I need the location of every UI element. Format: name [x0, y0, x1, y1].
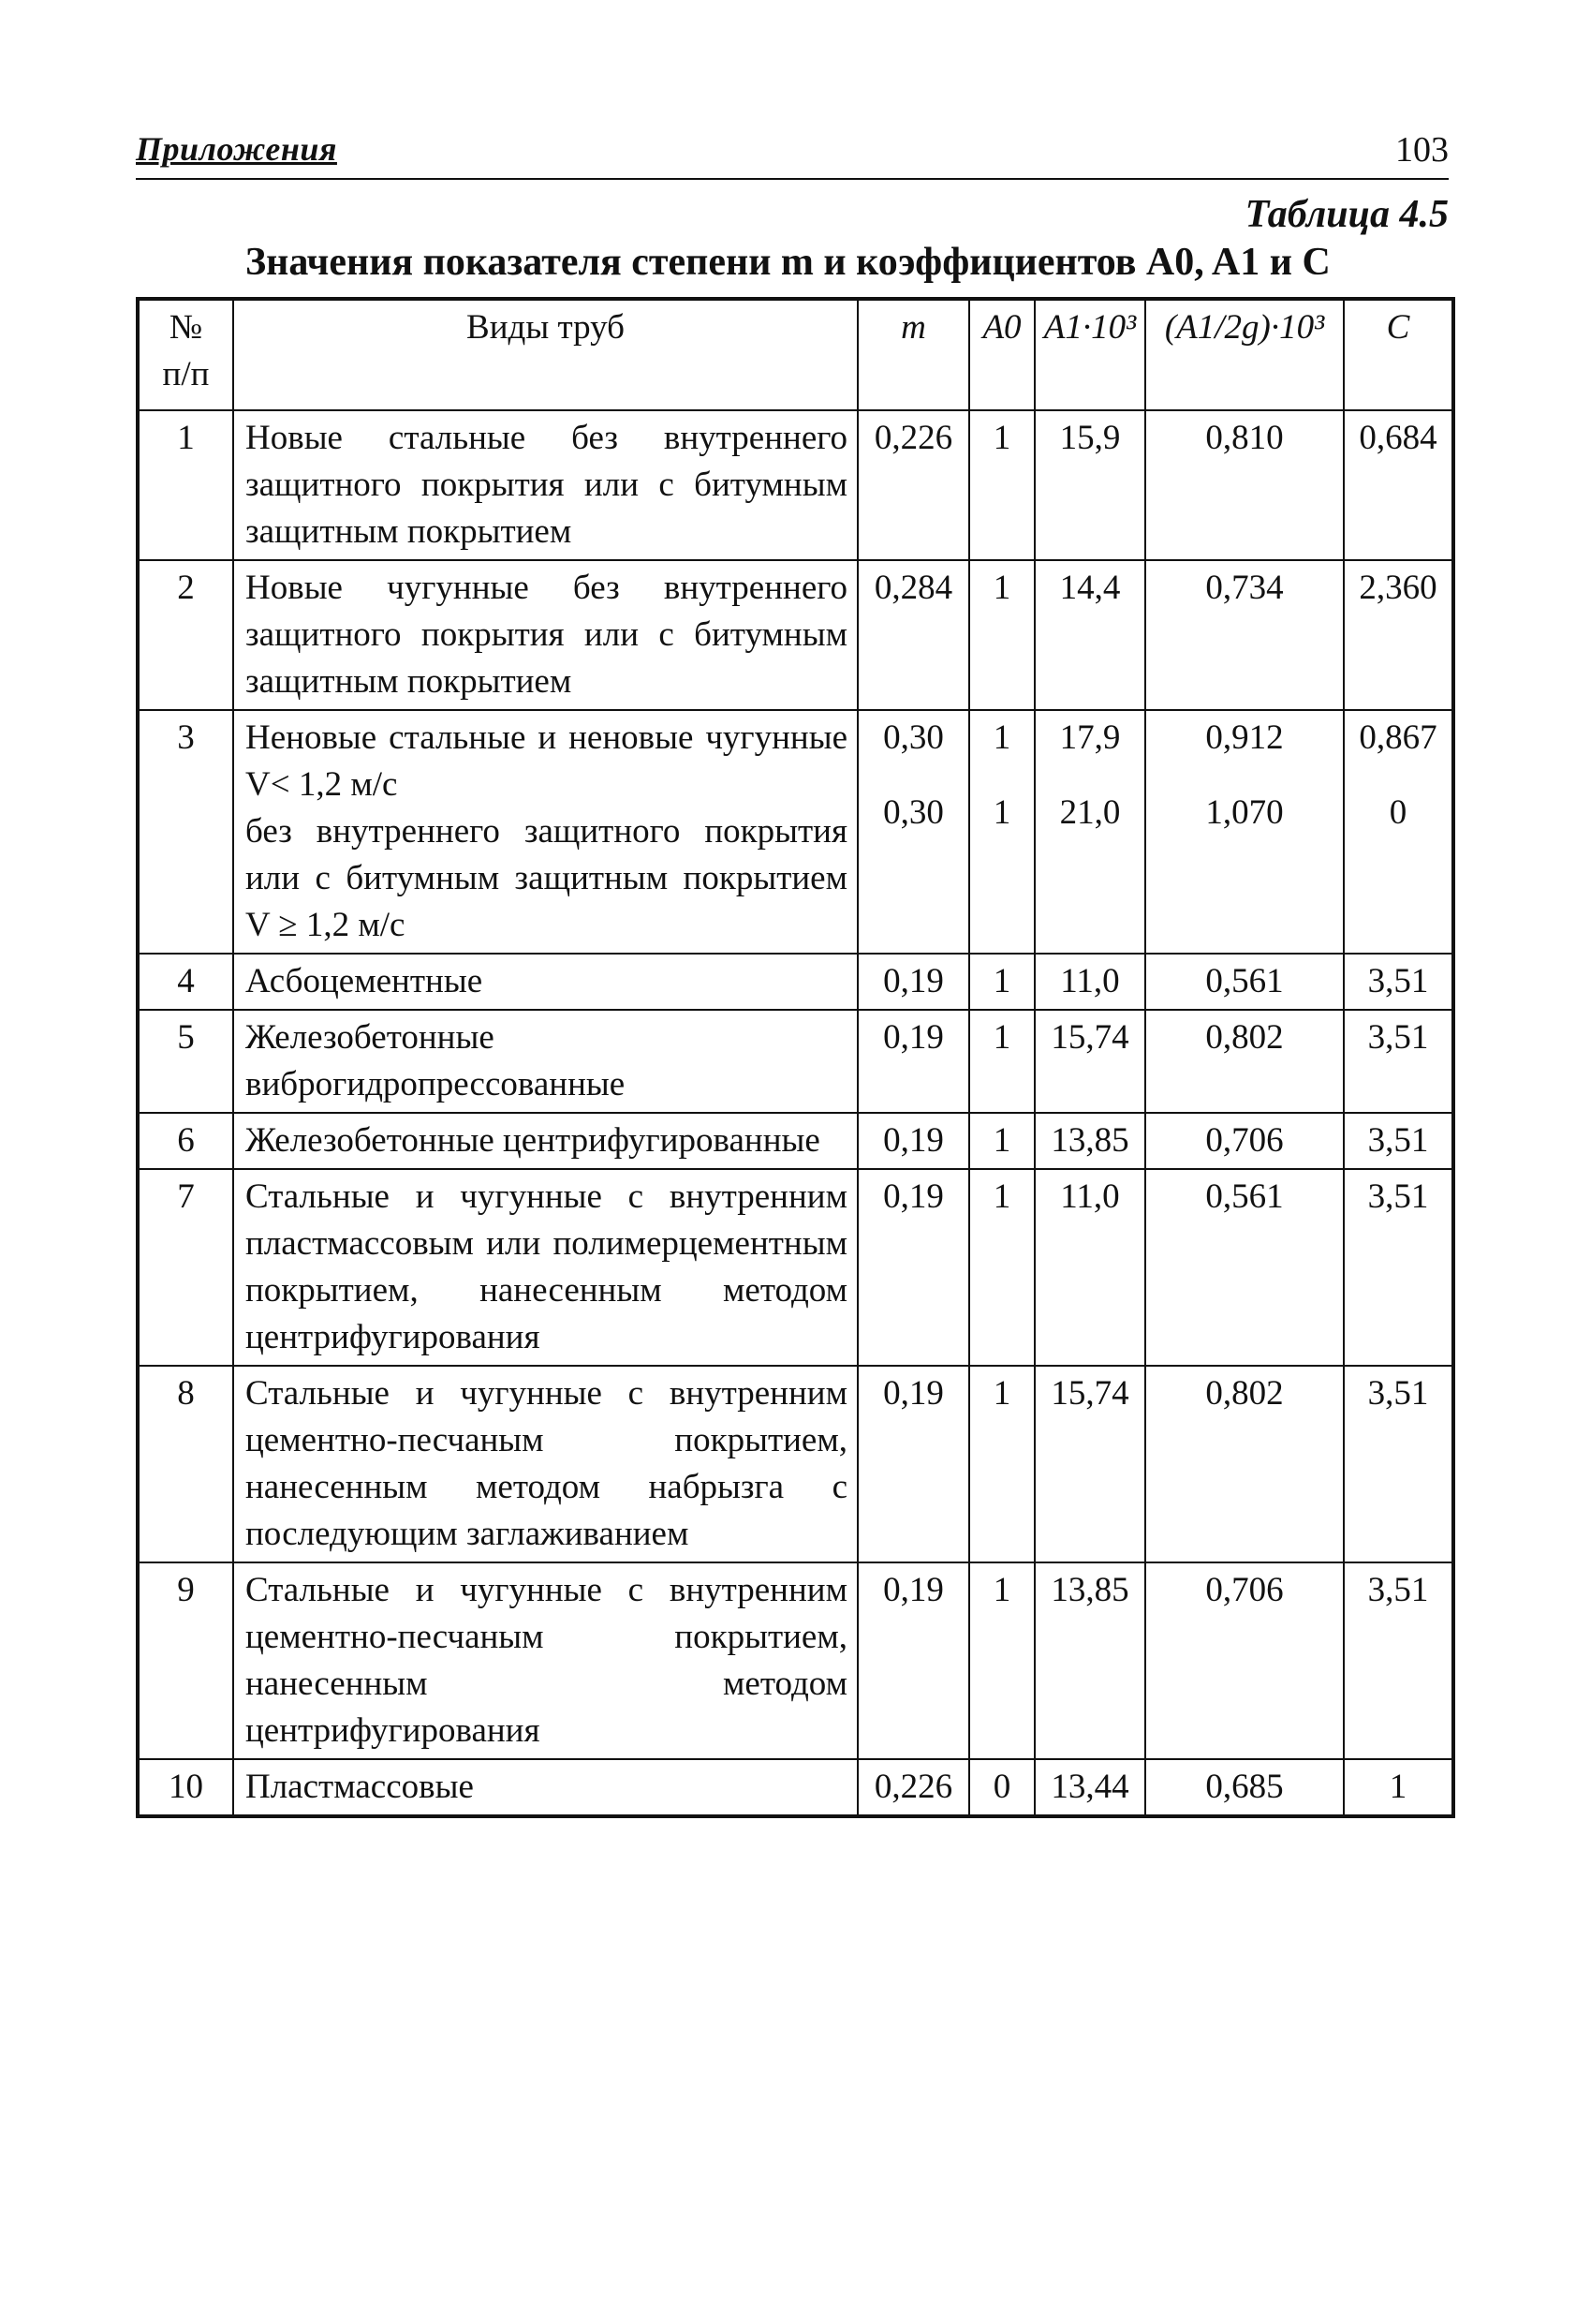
value-m: 0,226: [858, 1759, 969, 1816]
value-c: 1: [1344, 1759, 1453, 1816]
value-a0: 1: [969, 1562, 1035, 1759]
header-row: [138, 299, 1453, 410]
pipe-type: Стальные и чугунные с внутренним цементно-песчаным покрытием, нанесенным методом набрызга с последующим заглаживанием: [233, 1366, 858, 1562]
row-number: 9: [138, 1562, 233, 1759]
row-number: 6: [138, 1113, 233, 1169]
value-c: 2,360: [1344, 560, 1453, 710]
value-a0: 1: [969, 410, 1035, 560]
row-number: 2: [138, 560, 233, 710]
value-a0: 1: [969, 954, 1035, 1010]
value-a1: 17,9 21,0: [1035, 710, 1145, 954]
pipe-type: Стальные и чугунные с внутренним пластмассовым или полимерцементным покрытием, нанесенным методом центрифугирования: [233, 1169, 858, 1366]
row-number: 1: [138, 410, 233, 560]
value-a1-2g: 0,802: [1145, 1366, 1344, 1562]
value-m: 0,19: [858, 954, 969, 1010]
pipe-type: [233, 710, 858, 954]
value-a1-2g: 0,734: [1145, 560, 1344, 710]
value-a1: 15,74: [1035, 1366, 1145, 1562]
pipe-type: Новые чугунные без внутреннего защитного покрытия или с битумным защитным покрытием: [233, 560, 858, 710]
table-row: [138, 1113, 1453, 1169]
value-m: 0,284: [858, 560, 969, 710]
row-number: 5: [138, 1010, 233, 1113]
value-c: 3,51: [1344, 954, 1453, 1010]
value-a1-2g: 0,912 1,070: [1145, 710, 1344, 954]
table-title: Значения показателя степени m и коэффициентов A0, A1 и C: [245, 241, 1331, 284]
value-a1: 15,9: [1035, 410, 1145, 560]
table-row: [138, 1759, 1453, 1816]
row-number: 3: [138, 710, 233, 954]
value-a0: 1: [969, 1010, 1035, 1113]
pipe-type: Стальные и чугунные с внутренним цементно-песчаным покрытием, нанесенным методом центрифугирования: [233, 1562, 858, 1759]
pipe-type-part-a: Неновые стальные и неновые чугунные V< 1,2 м/с: [245, 718, 847, 804]
table-row: [138, 710, 1453, 954]
table-label: Таблица 4.5: [1245, 193, 1449, 236]
pipe-type-part-b: без внутреннего защитного покрытия или с битумным защитным покрытием V ≥ 1,2 м/с: [245, 812, 847, 944]
value-a0: 1: [969, 1113, 1035, 1169]
pipe-type: Железобетонные виброгидропрессованные: [233, 1010, 858, 1113]
value-a1: 11,0: [1035, 1169, 1145, 1366]
value-m: 0,19: [858, 1113, 969, 1169]
value-a1-2g: 0,810: [1145, 410, 1344, 560]
table-row: [138, 1366, 1453, 1562]
row-number: 7: [138, 1169, 233, 1366]
row-number: 4: [138, 954, 233, 1010]
value-c: 3,51: [1344, 1169, 1453, 1366]
col-header-c: C: [1344, 299, 1453, 410]
pipe-type: Пластмассовые: [233, 1759, 858, 1816]
pipe-type: Асбоцементные: [233, 954, 858, 1010]
section-title: Приложения: [136, 130, 337, 168]
value-a1-2g: 0,561: [1145, 954, 1344, 1010]
col-header-m: m: [858, 299, 969, 410]
value-a1: 14,4: [1035, 560, 1145, 710]
col-header-a1-2g: (A1/2g)·10³: [1145, 299, 1344, 410]
page-number: 103: [1395, 130, 1449, 170]
table-row: [138, 1010, 1453, 1113]
pipe-type: Железобетонные центрифугированные: [233, 1113, 858, 1169]
value-c: 3,51: [1344, 1010, 1453, 1113]
value-m: 0,30 0,30: [858, 710, 969, 954]
value-a0: 1 1: [969, 710, 1035, 954]
value-a1-2g: 0,802: [1145, 1010, 1344, 1113]
value-m: 0,19: [858, 1366, 969, 1562]
value-a0: 0: [969, 1759, 1035, 1816]
value-m: 0,226: [858, 410, 969, 560]
value-c: 3,51: [1344, 1113, 1453, 1169]
table-row: [138, 410, 1453, 560]
row-number: 10: [138, 1759, 233, 1816]
value-c: 3,51: [1344, 1562, 1453, 1759]
table-row: [138, 1169, 1453, 1366]
value-c: 3,51: [1344, 1366, 1453, 1562]
value-c: 0,684: [1344, 410, 1453, 560]
running-head: [136, 129, 1449, 180]
table-row: [138, 1562, 1453, 1759]
row-number: 8: [138, 1366, 233, 1562]
col-header-number: № п/п: [138, 299, 233, 410]
value-c: 0,867 0: [1344, 710, 1453, 954]
value-a0: 1: [969, 560, 1035, 710]
value-a1: 13,85: [1035, 1562, 1145, 1759]
value-a1-2g: 0,706: [1145, 1113, 1344, 1169]
col-header-a0: A0: [969, 299, 1035, 410]
value-a1-2g: 0,561: [1145, 1169, 1344, 1366]
table-row: [138, 954, 1453, 1010]
value-a1: 13,44: [1035, 1759, 1145, 1816]
value-a1: 15,74: [1035, 1010, 1145, 1113]
col-header-pipe-type: Виды труб: [233, 299, 858, 410]
value-a1-2g: 0,685: [1145, 1759, 1344, 1816]
coefficients-table: [136, 297, 1455, 1818]
value-m: 0,19: [858, 1010, 969, 1113]
value-a0: 1: [969, 1366, 1035, 1562]
table-row: [138, 560, 1453, 710]
col-header-a1: A1·10³: [1035, 299, 1145, 410]
pipe-type: Новые стальные без внутреннего защитного покрытия или с битумным защитным покрытием: [233, 410, 858, 560]
value-m: 0,19: [858, 1169, 969, 1366]
value-a1: 13,85: [1035, 1113, 1145, 1169]
value-a0: 1: [969, 1169, 1035, 1366]
value-a1: 11,0: [1035, 954, 1145, 1010]
value-m: 0,19: [858, 1562, 969, 1759]
value-a1-2g: 0,706: [1145, 1562, 1344, 1759]
